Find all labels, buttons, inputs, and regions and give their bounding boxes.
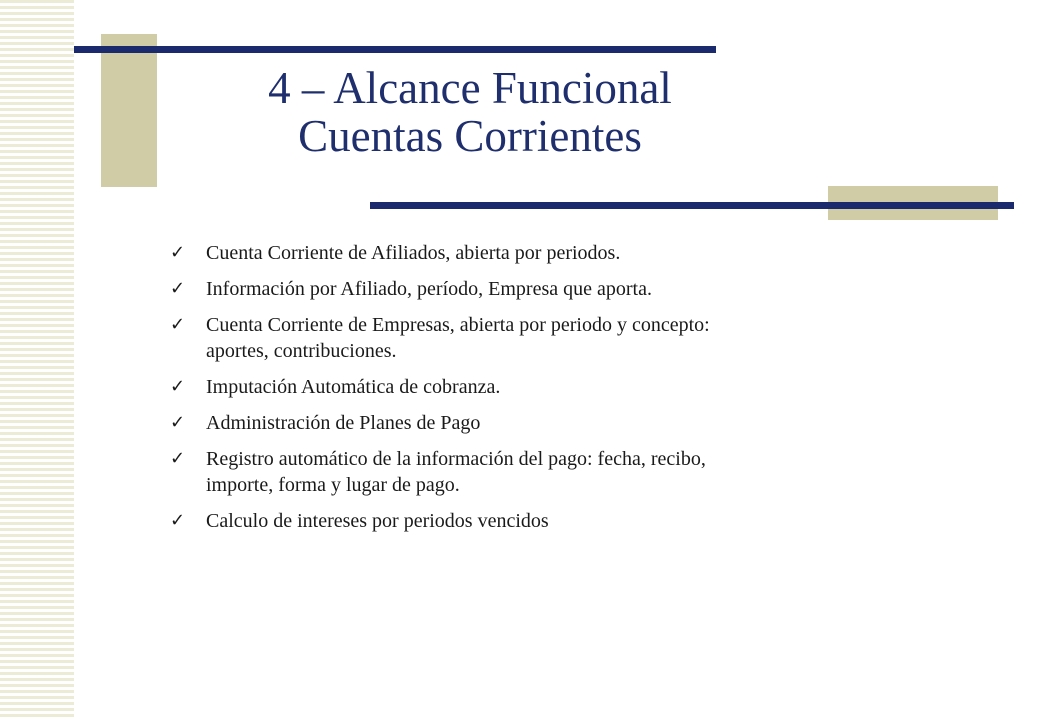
title-line-1: 4 – Alcance Funcional <box>268 63 672 113</box>
decorative-stripe-band <box>0 0 74 720</box>
list-item-text: Cuenta Corriente de Empresas, abierta por periodo y concepto: aportes, contribuciones. <box>206 314 710 362</box>
checkmark-icon: ✓ <box>170 242 186 263</box>
decorative-navy-bar-bottom <box>370 202 1014 209</box>
checkmark-icon: ✓ <box>170 376 186 397</box>
list-item-text: Imputación Automática de cobranza. <box>206 376 501 398</box>
checkmark-icon: ✓ <box>170 314 186 335</box>
slide-title <box>150 64 790 160</box>
list-item-text: Calculo de intereses por periodos vencidos <box>206 510 549 532</box>
list-item-text: Administración de Planes de Pago <box>206 412 481 434</box>
decorative-navy-bar-top <box>74 46 716 53</box>
checkmark-icon: ✓ <box>170 448 186 469</box>
bullet-list <box>170 240 930 544</box>
checkmark-icon: ✓ <box>170 510 186 531</box>
list-item-text: Información por Afiliado, período, Empresa que aporta. <box>206 278 652 300</box>
list-item-text: Cuenta Corriente de Afiliados, abierta por periodos. <box>206 242 621 264</box>
list-item <box>170 446 930 498</box>
list-item <box>170 312 930 364</box>
decorative-olive-block-top <box>101 34 157 187</box>
list-item <box>170 410 930 436</box>
title-line-2: Cuentas Corrientes <box>298 111 642 161</box>
checkmark-icon: ✓ <box>170 412 186 433</box>
list-item <box>170 508 930 534</box>
list-item <box>170 374 930 400</box>
list-item <box>170 276 930 302</box>
checkmark-icon: ✓ <box>170 278 186 299</box>
list-item <box>170 240 930 266</box>
list-item-text: Registro automático de la información del pago: fecha, recibo, importe, forma y lugar de pago. <box>206 448 706 496</box>
